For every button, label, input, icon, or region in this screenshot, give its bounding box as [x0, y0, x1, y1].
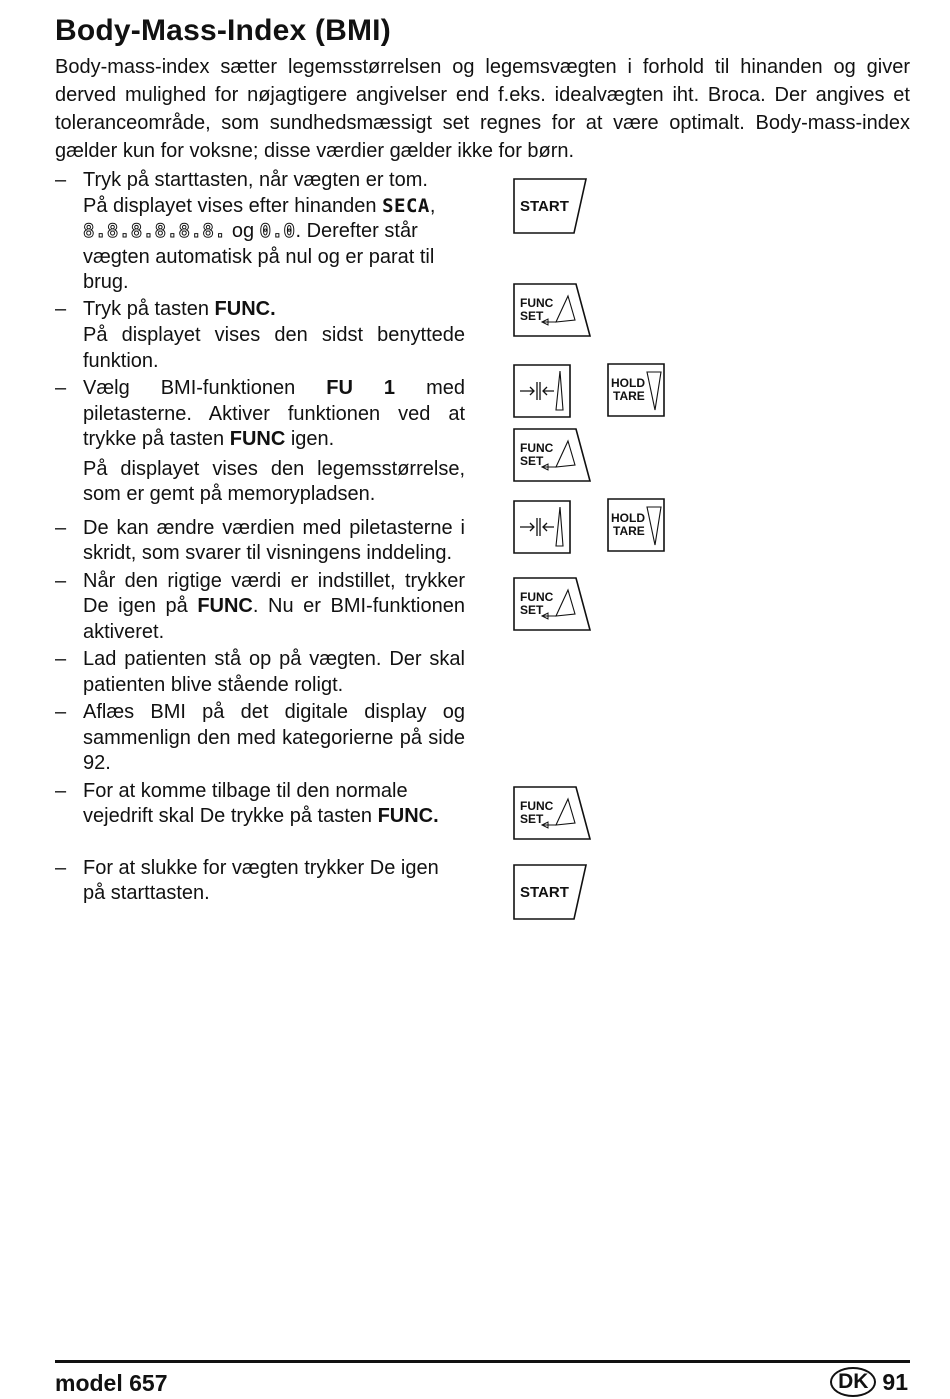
intro-paragraph: Body-mass-index sætter legemsstørrelsen og legemsvægten i forhold til hinanden og giver derved mulighed for nøjagtigere angivelser end f.eks. idealvægten iht. Broca. Der angives et toleranceområde, som sundhedsmæssigt set regnes for at være optimalt. Body-mass-index gælder kun for voksne; disse værdier gælder ikke for børn.	[55, 56, 910, 162]
og-text: og	[226, 220, 260, 242]
dash: –	[55, 377, 67, 399]
step-5	[55, 569, 465, 646]
step-8	[55, 779, 465, 830]
step-5-bold: FUNC	[197, 595, 253, 617]
comma: ,	[429, 194, 436, 217]
footer-page-info	[830, 1367, 908, 1397]
start-key	[512, 863, 592, 923]
step-8-text: For at komme tilbage til den normale vejedrift skal De trykke på tasten	[83, 779, 408, 827]
page-title: Body-Mass-Index (BMI)	[55, 14, 391, 47]
dash: –	[55, 569, 67, 592]
set-label: SET	[520, 812, 544, 826]
step-3-text-b: med piletasterne. Aktiver funktionen ved at trykke på tasten	[83, 377, 465, 450]
dash: –	[55, 856, 67, 879]
step-3-bold-fu1: FU 1	[326, 377, 396, 399]
step-1-text-a: På displayet vises efter hinanden	[83, 194, 383, 217]
step-4-text: De kan ændre værdien med piletasterne i skridt, som svarer til visningens inddeling.	[83, 516, 465, 564]
hold-tare-key	[606, 497, 670, 555]
start-label: START	[520, 198, 569, 215]
footer-model: model 657	[55, 1370, 168, 1396]
step-2-text: Tryk på tasten	[83, 297, 215, 320]
zero-arrow-key	[512, 363, 574, 421]
step-7-text: Aflæs BMI på det digitale display og sammenlign den med kategorierne på side 92.	[83, 701, 465, 774]
step-2-bold: FUNC.	[214, 297, 276, 320]
func-label: FUNC	[520, 590, 554, 604]
dash: –	[55, 297, 67, 320]
step-3-text-a: Vælg BMI-funktionen	[83, 377, 327, 399]
func-set-key	[512, 427, 594, 485]
step-3-bold-func: FUNC	[229, 428, 286, 450]
page-number: 91	[882, 1368, 908, 1395]
step-2-sub: På displayet vises den sidst benyttede funktion.	[83, 324, 465, 372]
start-label: START	[520, 884, 569, 901]
step-1-line1: Tryk på starttasten, når vægten er tom.	[83, 169, 428, 191]
set-label: SET	[520, 454, 544, 468]
set-label: SET	[520, 309, 544, 323]
dash: –	[55, 516, 67, 539]
step-9	[55, 856, 465, 907]
step-1-text-b: . Derefter står vægten automatisk på nul og er parat til brug.	[83, 220, 435, 293]
step-5-text-a: Når den rigtige værdi er indstillet, trykker De igen på	[83, 569, 465, 617]
step-6	[55, 647, 465, 698]
func-label: FUNC	[520, 296, 554, 310]
hold-tare-key	[606, 362, 670, 420]
dash: –	[55, 779, 67, 802]
dash: –	[55, 169, 67, 191]
step-3-text-c: igen.	[285, 428, 335, 450]
step-5-text-b: . Nu er BMI-funktionen aktiveret.	[83, 595, 465, 643]
step-9-text: For at slukke for vægten trykker De igen på starttasten.	[83, 856, 439, 904]
step-2	[55, 297, 465, 375]
func-set-key	[512, 576, 594, 634]
step-1	[55, 168, 465, 296]
func-label: FUNC	[520, 441, 554, 455]
start-key	[512, 177, 592, 237]
hold-label: HOLD	[611, 376, 645, 390]
step-8-bold: FUNC.	[377, 805, 439, 827]
tare-label: TARE	[613, 524, 645, 538]
hold-label: HOLD	[611, 511, 645, 525]
zero-arrow-key	[512, 499, 574, 557]
step-7	[55, 700, 465, 777]
lcd-zero: 0.0	[259, 220, 296, 242]
step-3-sub: På displayet vises den legemsstørrelse, som er gemt på memorypladsen.	[83, 457, 465, 505]
func-set-key	[512, 282, 594, 340]
tare-label: TARE	[613, 389, 645, 403]
instruction-list	[55, 168, 465, 909]
step-4	[55, 516, 465, 567]
dash: –	[55, 701, 67, 723]
func-label: FUNC	[520, 799, 554, 813]
lcd-test-pattern: 8.8.8.8.8.8.	[83, 220, 227, 242]
lcd-seca: SECA	[382, 194, 430, 217]
footer-rule	[55, 1360, 910, 1363]
set-label: SET	[520, 603, 544, 617]
step-3	[55, 376, 465, 508]
step-6-text: Lad patienten stå op på vægten. Der skal patienten blive stående roligt.	[83, 648, 465, 696]
dash: –	[55, 648, 67, 670]
country-badge: DK	[830, 1367, 876, 1397]
func-set-key	[512, 785, 594, 843]
